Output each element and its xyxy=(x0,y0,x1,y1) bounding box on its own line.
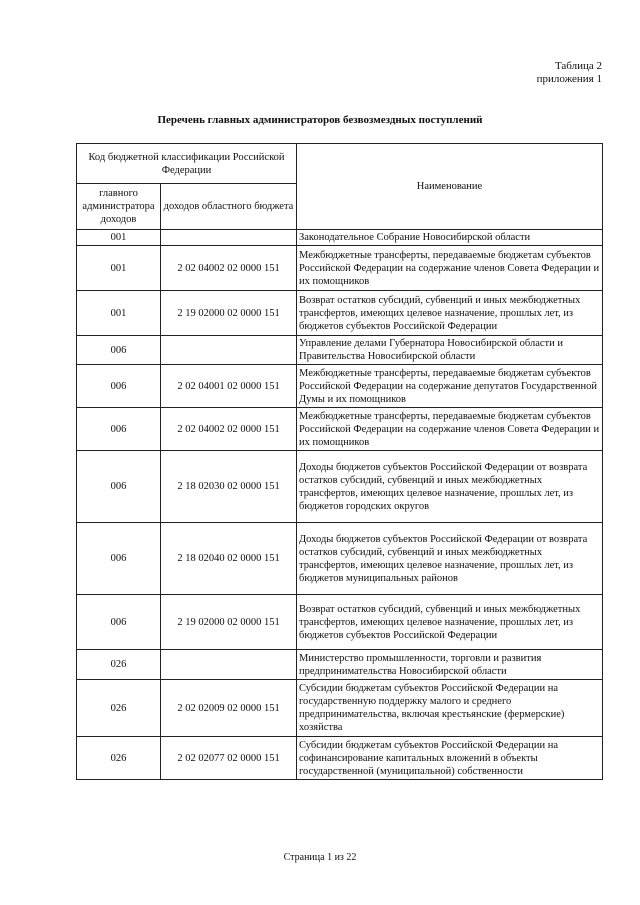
admin-code-cell: 006 xyxy=(77,408,161,451)
col-income-header: доходов областного бюджета xyxy=(161,184,297,230)
name-cell: Доходы бюджетов субъектов Российской Федерации от возврата остатков субсидий, субвенций и иных межбюджетных трансфертов, имеющих целевое назначение, прошлых лет, из бюджетов городских округов xyxy=(297,451,603,523)
table-row xyxy=(77,230,603,246)
table-caption xyxy=(537,60,602,86)
name-cell: Управление делами Губернатора Новосибирской области и Правительства Новосибирской области xyxy=(297,336,603,365)
admin-code-cell: 001 xyxy=(77,230,161,246)
table-row xyxy=(77,737,603,780)
administrators-table xyxy=(76,143,603,780)
table-row xyxy=(77,451,603,523)
table-row xyxy=(77,291,603,336)
table-row xyxy=(77,408,603,451)
admin-code-cell: 026 xyxy=(77,680,161,737)
table-row xyxy=(77,336,603,365)
table-row xyxy=(77,365,603,408)
name-cell: Субсидии бюджетам субъектов Российской Федерации на софинансирование капитальных вложений в объекты государственной (муниципальной) собственности xyxy=(297,737,603,780)
name-cell: Возврат остатков субсидий, субвенций и иных межбюджетных трансфертов, имеющих целевое назначение, прошлых лет, из бюджетов субъектов Российской Федерации xyxy=(297,291,603,336)
admin-code-cell: 006 xyxy=(77,336,161,365)
table-row xyxy=(77,650,603,680)
income-code-cell: 2 18 02040 02 0000 151 xyxy=(161,523,297,595)
income-code-cell: 2 19 02000 02 0000 151 xyxy=(161,291,297,336)
income-code-cell: 2 02 02009 02 0000 151 xyxy=(161,680,297,737)
admin-code-cell: 006 xyxy=(77,451,161,523)
income-code-cell xyxy=(161,230,297,246)
table-row xyxy=(77,523,603,595)
table-row xyxy=(77,595,603,650)
page-title: Перечень главных администраторов безвозмездных поступлений xyxy=(157,114,483,126)
admin-code-cell: 006 xyxy=(77,365,161,408)
name-cell: Межбюджетные трансферты, передаваемые бюджетам субъектов Российской Федерации на содержание депутатов Государственной Думы и их помощников xyxy=(297,365,603,408)
table-number: Таблица 2 xyxy=(554,60,602,72)
name-cell: Возврат остатков субсидий, субвенций и иных межбюджетных трансфертов, имеющих целевое назначение, прошлых лет, из бюджетов субъектов Российской Федерации xyxy=(297,595,603,650)
name-cell: Субсидии бюджетам субъектов Российской Федерации на государственную поддержку малого и среднего предпринимательства, включая крестьянские (фермерские) хозяйства xyxy=(297,680,603,737)
admin-code-cell: 001 xyxy=(77,291,161,336)
page-number: Страница 1 из 22 xyxy=(283,852,357,863)
income-code-cell xyxy=(161,650,297,680)
table-row xyxy=(77,680,603,737)
income-code-cell: 2 18 02030 02 0000 151 xyxy=(161,451,297,523)
table-row xyxy=(77,246,603,291)
admin-code-cell: 006 xyxy=(77,595,161,650)
name-cell: Доходы бюджетов субъектов Российской Федерации от возврата остатков субсидий, субвенций и иных межбюджетных трансфертов, имеющих целевое назначение, прошлых лет, из бюджетов муниципальных районов xyxy=(297,523,603,595)
name-cell: Законодательное Собрание Новосибирской области xyxy=(297,230,603,246)
name-cell: Министерство промышленности, торговли и развития предпринимательства Новосибирской области xyxy=(297,650,603,680)
appendix-label: приложения 1 xyxy=(536,73,602,85)
col-admin-header: главного администратора доходов xyxy=(77,184,161,230)
col-name-header: Наименование xyxy=(297,144,603,230)
admin-code-cell: 006 xyxy=(77,523,161,595)
name-cell: Межбюджетные трансферты, передаваемые бюджетам субъектов Российской Федерации на содержание членов Совета Федерации и их помощников xyxy=(297,246,603,291)
income-code-cell xyxy=(161,336,297,365)
admin-code-cell: 001 xyxy=(77,246,161,291)
income-code-cell: 2 02 02077 02 0000 151 xyxy=(161,737,297,780)
income-code-cell: 2 02 04002 02 0000 151 xyxy=(161,246,297,291)
income-code-cell: 2 19 02000 02 0000 151 xyxy=(161,595,297,650)
income-code-cell: 2 02 04002 02 0000 151 xyxy=(161,408,297,451)
col-group-header: Код бюджетной классификации Российской Федерации xyxy=(77,144,297,184)
admin-code-cell: 026 xyxy=(77,650,161,680)
admin-code-cell: 026 xyxy=(77,737,161,780)
name-cell: Межбюджетные трансферты, передаваемые бюджетам субъектов Российской Федерации на содержание членов Совета Федерации и их помощников xyxy=(297,408,603,451)
income-code-cell: 2 02 04001 02 0000 151 xyxy=(161,365,297,408)
